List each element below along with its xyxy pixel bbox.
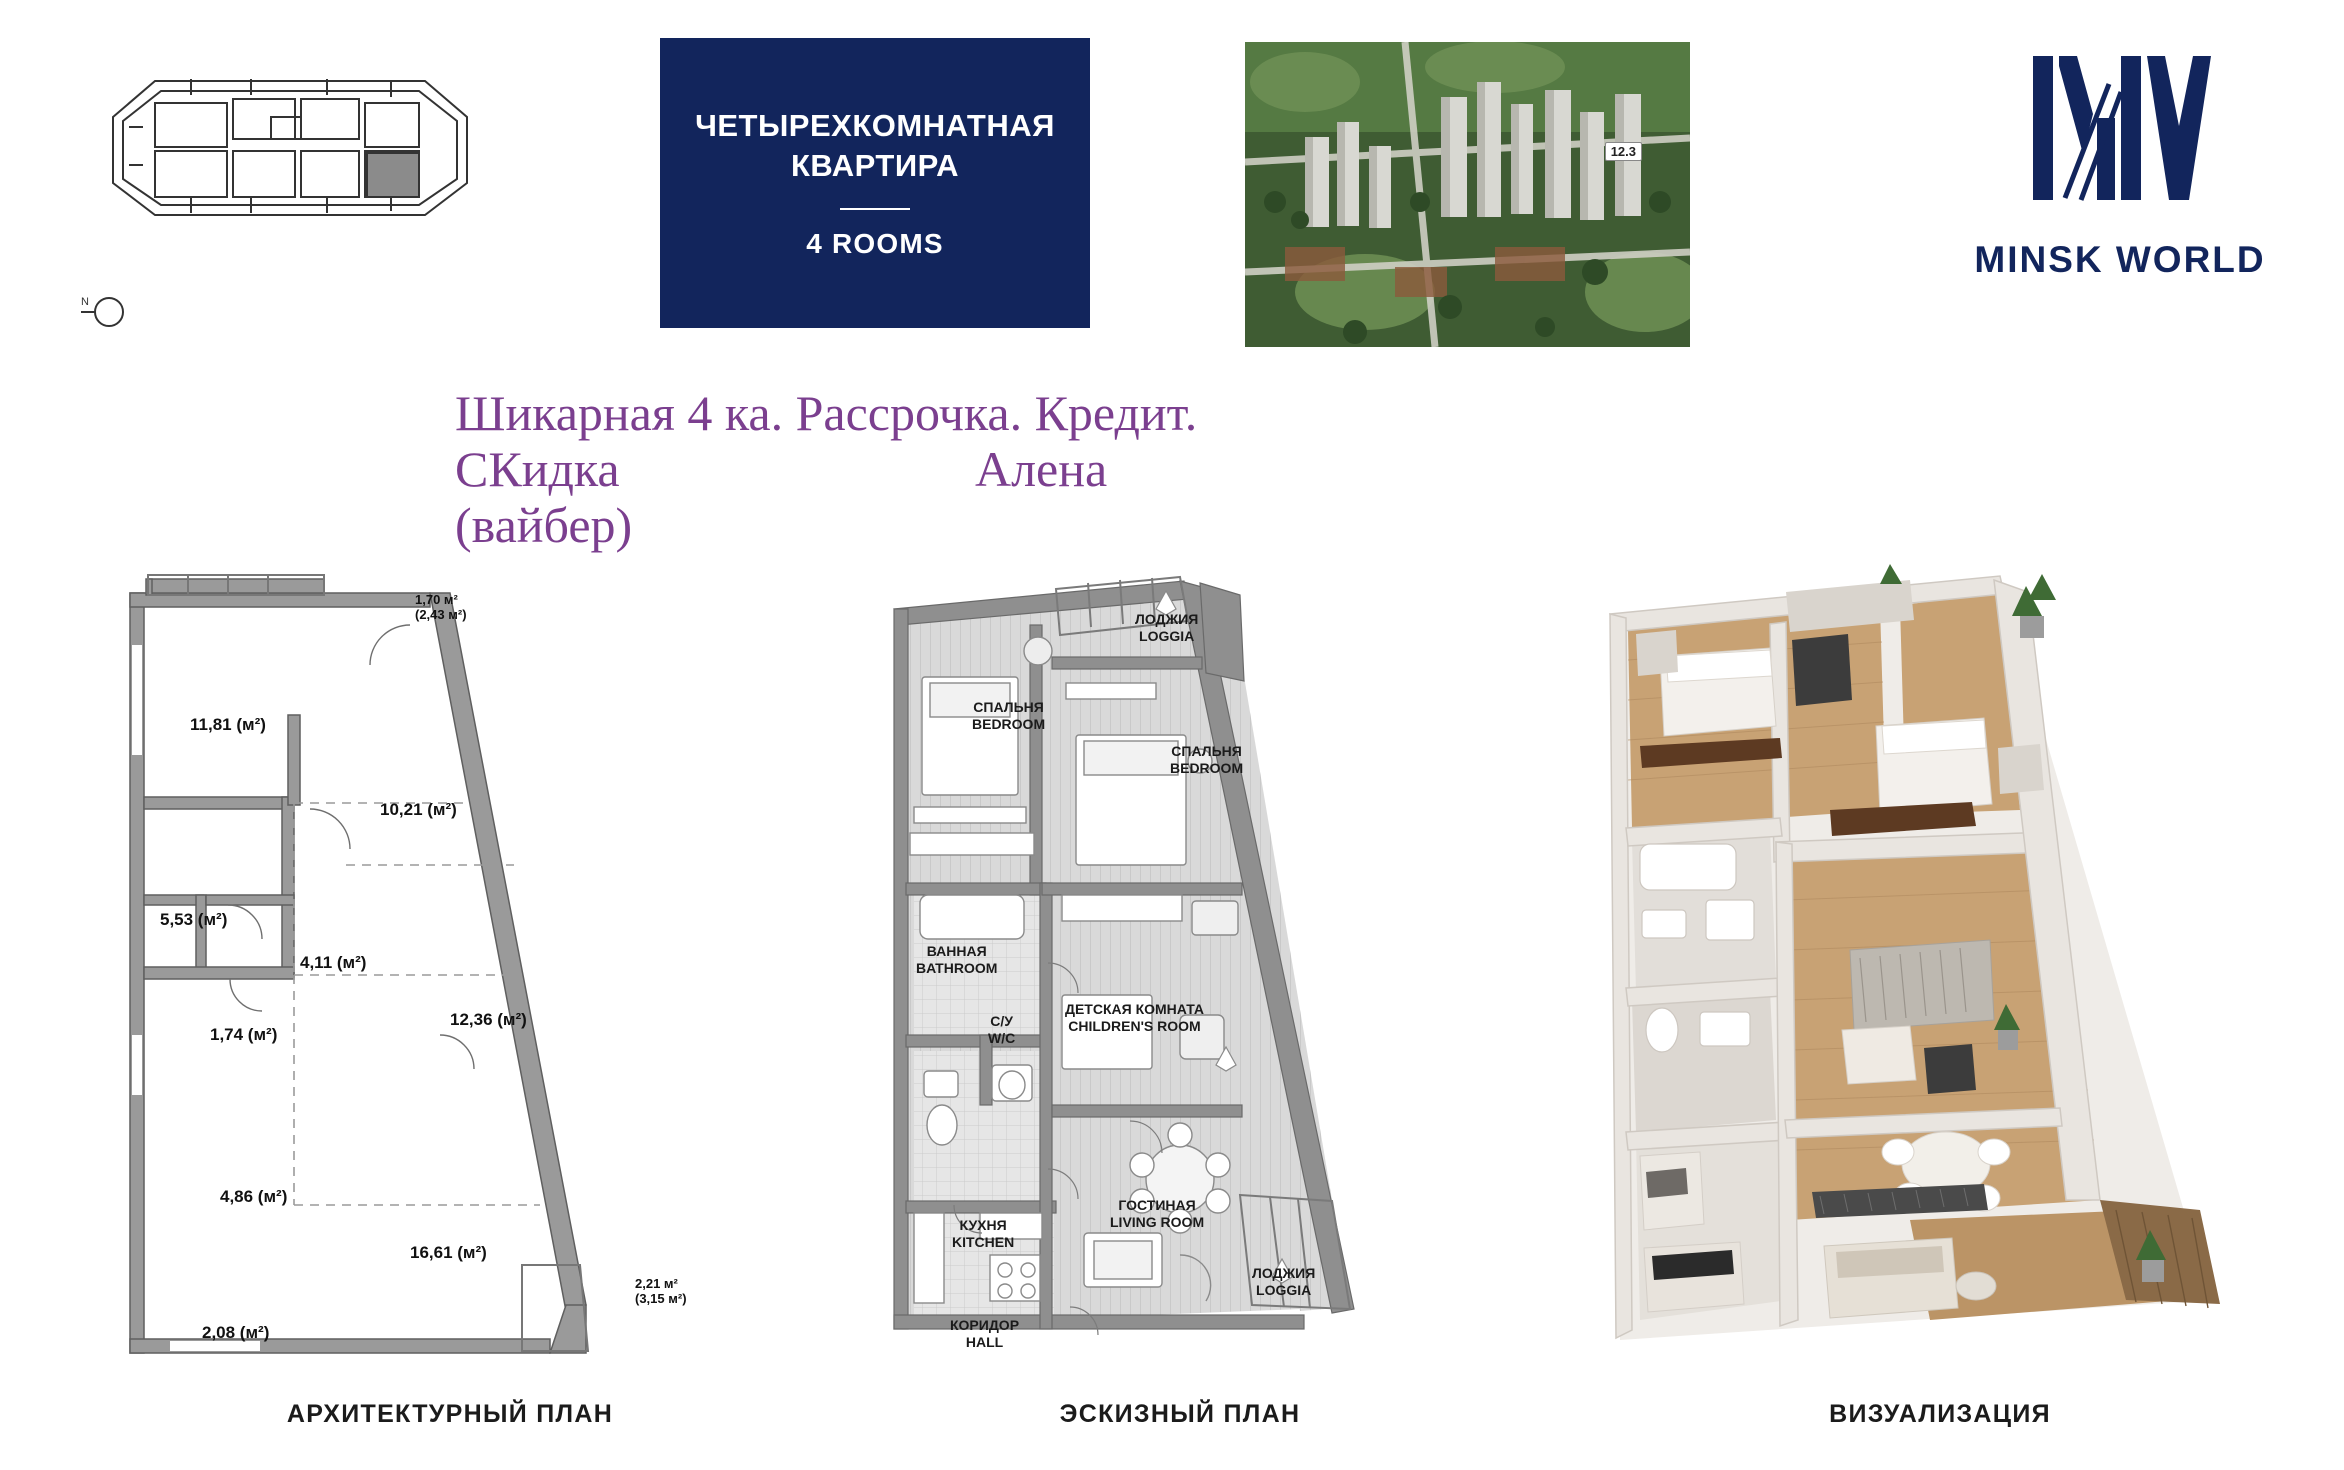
title-ru-line1: ЧЕТЫРЕХКОМНАТНАЯ: [695, 108, 1055, 144]
room-label: [916, 943, 997, 976]
room-label-ru: ЛОДЖИЯ: [1135, 611, 1199, 627]
room-label: [1252, 1265, 1315, 1298]
minsk-world-logo: [1955, 40, 2285, 320]
aerial-marker-badge: 12.3: [1605, 142, 1642, 161]
visualization-3d: [1580, 560, 2300, 1390]
room-label-en: KITCHEN: [952, 1233, 1015, 1250]
promo-line-1: Шикарная 4 ка. Рассрочка. Кредит.: [455, 385, 1198, 441]
area-label: 16,61 (м²): [410, 1243, 487, 1262]
balcony-area-label: [635, 1277, 687, 1307]
balcony-area-label: [415, 593, 467, 623]
room-label-ru: КОРИДОР: [950, 1317, 1020, 1333]
area-label: 1,74 (м²): [210, 1025, 278, 1044]
title-ru-line2: КВАРТИРА: [791, 148, 959, 183]
area-label: 4,11 (м²): [300, 953, 367, 972]
balcony-area-line1: 1,70 м²: [415, 592, 458, 607]
area-label: 10,21 (м²): [380, 800, 457, 819]
promo-line-3: (вайбер): [455, 497, 633, 553]
room-label-en: BATHROOM: [916, 959, 998, 976]
room-label-en: LOGGIA: [1256, 1281, 1312, 1298]
room-label: [988, 1013, 1015, 1046]
promo-text: [455, 385, 1655, 553]
room-label: [1065, 1001, 1204, 1034]
room-label-ru: ДЕТСКАЯ КОМНАТА: [1065, 1001, 1204, 1017]
room-label-en: W/C: [988, 1029, 1016, 1046]
room-label-ru: ЛОДЖИЯ: [1252, 1265, 1316, 1281]
balcony-area-line2: (2,43 м²): [415, 606, 467, 622]
sketch-plan: [880, 565, 1480, 1385]
svg-text:N: N: [81, 296, 89, 308]
promo-line-2b: Алена: [975, 441, 1108, 497]
room-label-ru: СПАЛЬНЯ: [1171, 743, 1242, 759]
architectural-plan: [110, 565, 790, 1385]
mw-monogram-icon: [2025, 48, 2215, 213]
room-label: [972, 699, 1045, 732]
area-label: 4,86 (м²): [220, 1187, 288, 1206]
room-label-ru: С/У: [990, 1013, 1013, 1029]
room-label: [952, 1217, 1014, 1250]
aerial-rendering-image: [1245, 42, 1690, 347]
room-label: [1170, 743, 1243, 776]
brand-name: MINSK WORLD: [1974, 239, 2266, 280]
area-label: 11,81 (м²): [190, 715, 266, 734]
balcony-area-line2: (3,15 м²): [635, 1290, 687, 1306]
title-divider: [840, 208, 910, 210]
building-keyplan: [95, 55, 485, 235]
promo-line-2a: СКидка: [455, 441, 620, 497]
room-label-en: HALL: [965, 1333, 1004, 1350]
room-label-ru: КУХНЯ: [959, 1217, 1007, 1233]
title-en: 4 ROOMS: [806, 227, 944, 259]
caption-visualization: ВИЗУАЛИЗАЦИЯ: [1829, 1400, 2051, 1428]
room-label-en: BEDROOM: [1170, 759, 1244, 776]
caption-architectural: АРХИТЕКТУРНЫЙ ПЛАН: [286, 1400, 614, 1428]
room-label-en: LIVING ROOM: [1110, 1213, 1205, 1230]
room-label-en: CHILDREN'S ROOM: [1068, 1017, 1201, 1034]
room-label-ru: ГОСТИНАЯ: [1118, 1197, 1196, 1213]
room-label: [950, 1317, 1019, 1350]
room-label-ru: ВАННАЯ: [926, 943, 987, 959]
room-label: [1110, 1197, 1204, 1230]
compass-icon: [75, 285, 145, 335]
area-label: 2,08 (м²): [202, 1323, 270, 1342]
room-label-en: LOGGIA: [1139, 627, 1195, 644]
area-label: 5,53 (м²): [160, 910, 228, 929]
apartment-type-title: [660, 38, 1090, 328]
balcony-area-line1: 2,21 м²: [635, 1276, 678, 1291]
room-label-ru: СПАЛЬНЯ: [973, 699, 1044, 715]
area-label: 12,36 (м²): [450, 1010, 527, 1029]
room-label-en: BEDROOM: [972, 715, 1046, 732]
room-label: [1135, 611, 1198, 644]
caption-sketch: ЭСКИЗНЫЙ ПЛАН: [1059, 1400, 1301, 1428]
